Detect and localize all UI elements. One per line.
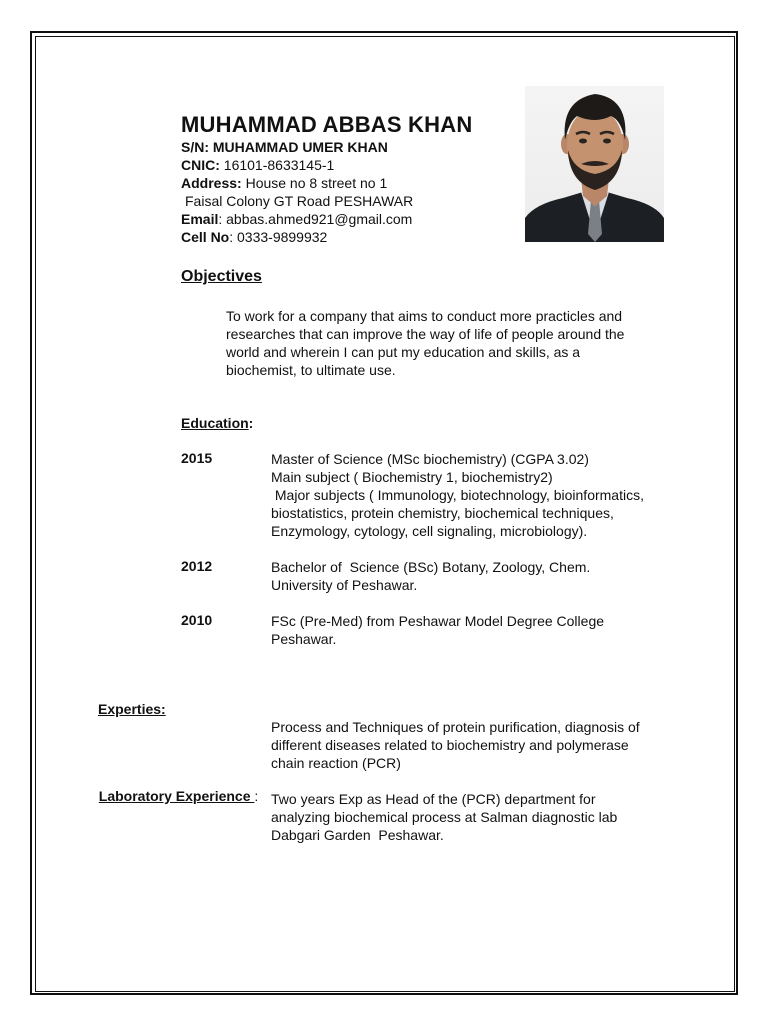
sn-label: S/N:: [181, 139, 209, 155]
education-year-2012: 2012: [181, 558, 213, 574]
portrait-illustration: [525, 86, 664, 242]
education-detail-2010: [271, 612, 604, 648]
objectives-text: [226, 307, 624, 379]
education-detail-2012: [271, 558, 590, 594]
objectives-line: To work for a company that aims to conduct more practicles and: [226, 308, 623, 324]
lab-text: [271, 790, 617, 844]
objectives-heading: Objectives: [181, 268, 262, 285]
lab-colon: :: [254, 788, 259, 804]
lab-line: analyzing biochemical process at Salman diagnostic lab: [271, 809, 618, 825]
cnic-value: 16101-8633145-1: [223, 157, 335, 173]
candidate-name: MUHAMMAD ABBAS KHAN: [181, 112, 473, 137]
objectives-line: researches that can improve the way of life of people around the: [226, 326, 625, 342]
education-line: FSc (Pre-Med) from Peshawar Model Degree College: [271, 613, 605, 629]
education-line: Bachelor of Science (BSc) Botany, Zoology, Chem.: [271, 559, 591, 575]
address-label: Address:: [181, 175, 242, 191]
education-heading: Education: [181, 415, 249, 431]
education-year-2010: 2010: [181, 612, 213, 628]
email-value: : abbas.ahmed921@gmail.com: [218, 211, 413, 227]
objectives-line: world and wherein I can put my education and skills, as a: [226, 344, 581, 360]
email-label: Email: [181, 211, 219, 227]
sn-line: [181, 138, 388, 156]
education-year-2015: 2015: [181, 450, 213, 466]
cnic-line: [181, 156, 334, 174]
lab-heading: Laboratory Experience: [98, 788, 255, 804]
education-line: Peshawar.: [271, 631, 337, 647]
address-line-2: Faisal Colony GT Road PESHAWAR: [185, 193, 414, 209]
cell-label: Cell No: [181, 229, 230, 245]
address-value-1: House no 8 street no 1: [245, 175, 388, 191]
experties-line: chain reaction (PCR): [271, 755, 401, 771]
experties-line: different diseases related to biochemistry and polymerase: [271, 737, 629, 753]
cell-line: [181, 228, 327, 246]
lab-line: Dabgari Garden Peshawar.: [271, 827, 444, 843]
experties-text: [271, 718, 640, 772]
objectives-line: biochemist, to ultimate use.: [226, 362, 396, 378]
cnic-label: CNIC:: [181, 157, 220, 173]
education-line: biostatistics, protein chemistry, biochemical techniques,: [271, 505, 614, 521]
education-detail-2015: [271, 450, 644, 540]
education-line: Main subject ( Biochemistry 1, biochemistry2): [271, 469, 553, 485]
lab-heading-row: [91, 772, 258, 804]
education-line: Master of Science (MSc biochemistry) (CGPA 3.02): [271, 451, 589, 467]
education-line: University of Peshawar.: [271, 577, 418, 593]
email-line: [181, 210, 412, 228]
cell-value: : 0333-9899932: [229, 229, 328, 245]
education-line: Enzymology, cytology, cell signaling, microbiology).: [271, 523, 588, 539]
address-line-1: [181, 174, 387, 192]
profile-photo: [525, 86, 664, 242]
experties-heading: Experties:: [98, 701, 166, 717]
education-heading-row: [181, 415, 253, 431]
sn-value: MUHAMMAD UMER KHAN: [212, 139, 388, 155]
lab-line: Two years Exp as Head of the (PCR) department for: [271, 791, 596, 807]
education-line: Major subjects ( Immunology, biotechnology, bioinformatics,: [271, 487, 644, 503]
education-colon: :: [248, 415, 254, 431]
experties-line: Process and Techniques of protein purification, diagnosis of: [271, 719, 640, 735]
